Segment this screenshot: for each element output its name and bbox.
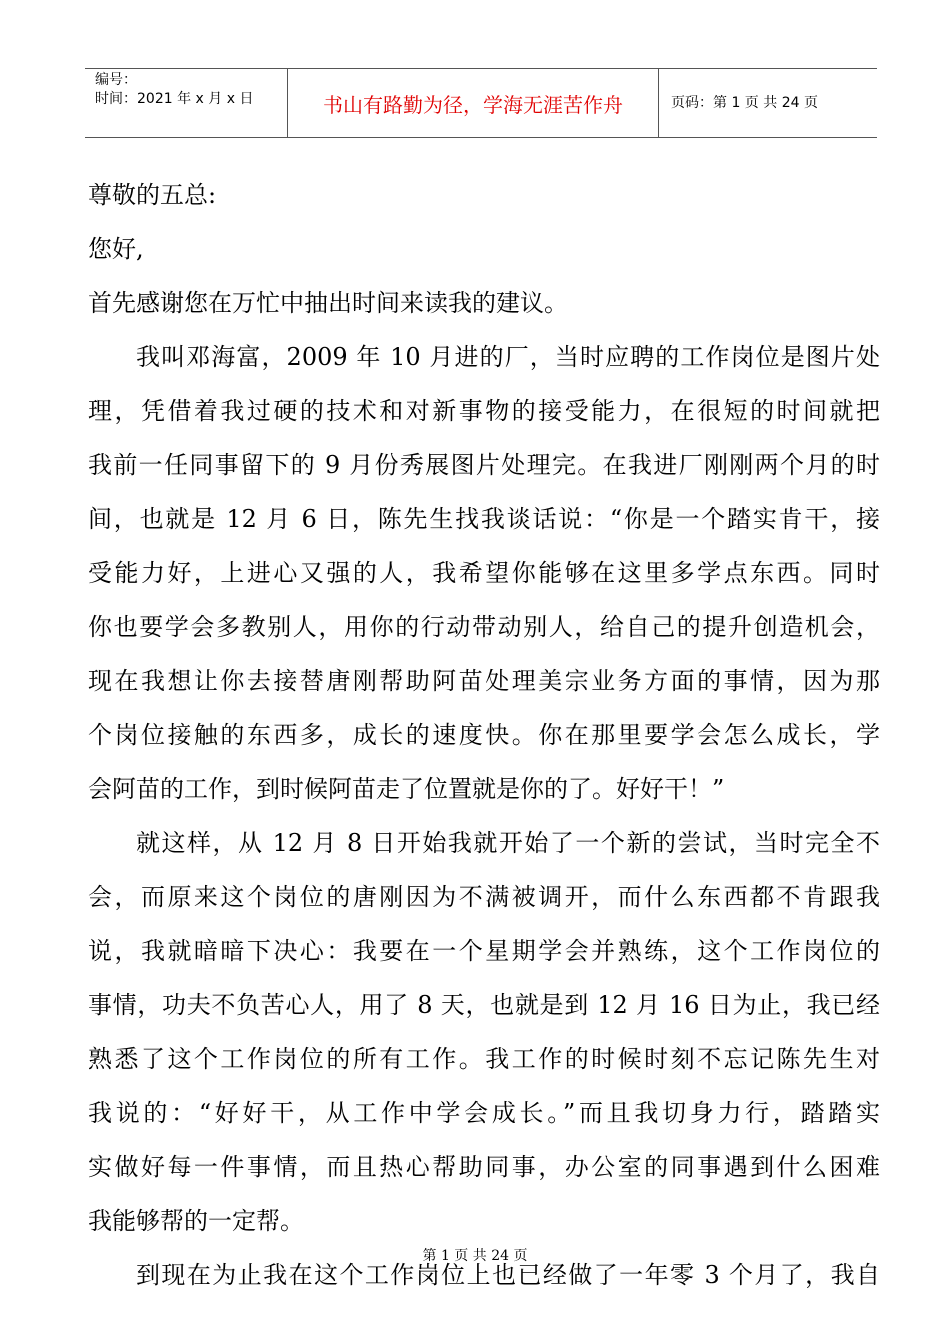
letter-line: 我说的：“好好干，从工作中学会成长。”而且我切身力行，踏踏实	[88, 1099, 880, 1127]
letter-line: 熟悉了这个工作岗位的所有工作。我工作的时候时刻不忘记陈先生对	[88, 1045, 880, 1073]
letter-line: 实做好每一件事情，而且热心帮助同事，办公室的同事遇到什么困难	[88, 1153, 880, 1181]
letter-line: 会阿苗的工作，到时候阿苗走了位置就是你的了。好好干！”	[88, 775, 725, 803]
page-footer: 第 1 页 共 24 页	[422, 1248, 528, 1264]
header-page-indicator: 页码：第 1 页 共 24 页	[671, 94, 818, 111]
letter-line: 我前一任同事留下的 9 月份秀展图片处理完。在我进厂刚刚两个月的时	[88, 451, 880, 479]
header-page-cell	[659, 69, 877, 137]
letter-greeting: 您好,	[88, 235, 144, 263]
letter-line: 我能够帮的一定帮。	[88, 1207, 304, 1235]
letter-body	[88, 168, 880, 1302]
letter-opening: 首先感谢您在万忙中抽出时间来读我的建议。	[88, 289, 568, 317]
header-meta-cell	[85, 69, 288, 137]
header-motto: 书山有路勤为径，学海无涯苦作舟	[323, 92, 623, 117]
header-motto-cell	[288, 69, 659, 137]
letter-line: 到现在为止我在这个工作岗位上也已经做了一年零 3 个月了，我自	[136, 1261, 880, 1289]
letter-line: 我叫邓海富，2009 年 10 月进的厂，当时应聘的工作岗位是图片处	[136, 343, 880, 371]
letter-line: 理，凭借着我过硬的技术和对新事物的接受能力，在很短的时间就把	[88, 397, 880, 425]
letter-line: 受能力好，上进心又强的人，我希望你能够在这里多学点东西。同时	[88, 559, 880, 587]
letter-line: 个岗位接触的东西多，成长的速度快。你在那里要学会怎么成长，学	[88, 721, 880, 749]
letter-line: 事情，功夫不负苦心人，用了 8 天，也就是到 12 月 16 日为止，我已经	[88, 991, 880, 1019]
document-date-label: 时间：2021 年 x 月 x 日	[95, 91, 254, 107]
document-number-label: 编号：	[95, 72, 137, 88]
page-header	[85, 68, 877, 138]
letter-line: 你也要学会多教别人，用你的行动带动别人，给自己的提升创造机会，	[88, 613, 880, 641]
letter-salutation: 尊敬的五总:	[88, 181, 217, 209]
letter-line: 间，也就是 12 月 6 日，陈先生找我谈话说：“你是一个踏实肯干，接	[88, 505, 880, 533]
letter-line: 说，我就暗暗下决心：我要在一个星期学会并熟练，这个工作岗位的	[88, 937, 880, 965]
letter-line: 就这样，从 12 月 8 日开始我就开始了一个新的尝试，当时完全不	[136, 829, 880, 857]
letter-line: 会，而原来这个岗位的唐刚因为不满被调开，而什么东西都不肯跟我	[88, 883, 880, 911]
letter-line: 现在我想让你去接替唐刚帮助阿苗处理美宗业务方面的事情，因为那	[88, 667, 880, 695]
